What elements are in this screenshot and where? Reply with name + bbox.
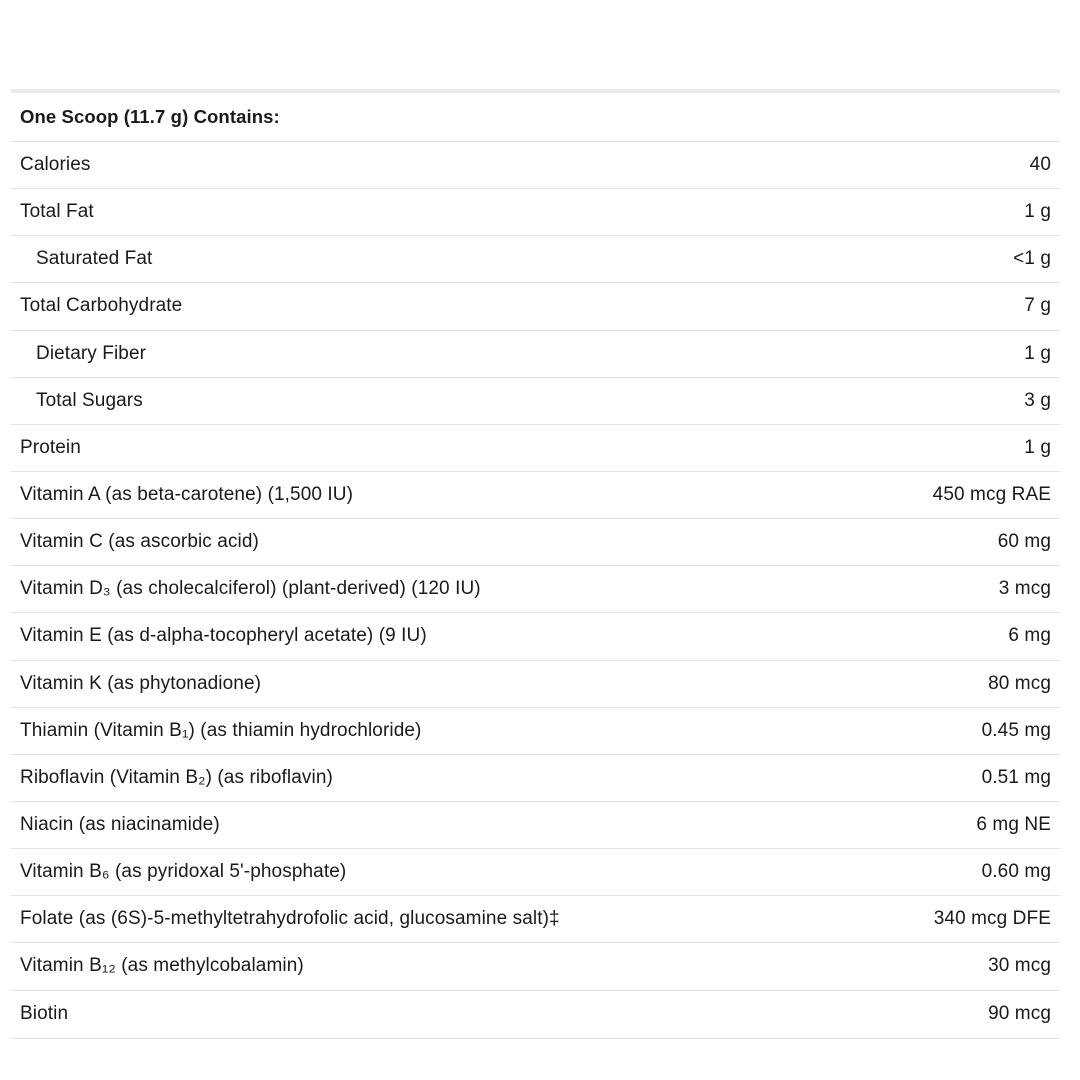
nutrient-label: Vitamin B₁₂ (as methylcobalamin) bbox=[20, 955, 304, 977]
nutrient-label: Dietary Fiber bbox=[36, 342, 147, 364]
nutrient-amount: 6 mg bbox=[1008, 625, 1051, 647]
nutrient-label: Total Fat bbox=[20, 201, 94, 223]
nutrient-label: Vitamin D₃ (as cholecalciferol) (plant-derived) (120 IU) bbox=[20, 578, 481, 600]
nutrient-row-vitamin-k bbox=[11, 661, 1060, 708]
nutrient-amount: 30 mcg bbox=[988, 955, 1051, 977]
nutrient-amount: 40 bbox=[1029, 154, 1051, 176]
serving-header: One Scoop (11.7 g) Contains: bbox=[20, 106, 280, 127]
nutrient-row-niacin bbox=[11, 802, 1060, 849]
nutrient-row-dietary-fiber bbox=[11, 331, 1060, 378]
nutrient-label: Calories bbox=[20, 154, 91, 176]
nutrient-amount: 3 g bbox=[1024, 389, 1051, 411]
nutrient-amount: 60 mg bbox=[997, 531, 1051, 553]
nutrient-label: Total Sugars bbox=[36, 389, 143, 411]
nutrient-label: Niacin (as niacinamide) bbox=[20, 814, 220, 836]
nutrient-label: Total Carbohydrate bbox=[20, 295, 183, 317]
nutrient-amount: 7 g bbox=[1024, 295, 1051, 317]
nutrient-row-vitamin-c bbox=[11, 519, 1060, 566]
nutrient-amount: 6 mg NE bbox=[976, 814, 1051, 836]
nutrient-label: Saturated Fat bbox=[36, 248, 153, 270]
nutrient-row-folate bbox=[11, 896, 1060, 943]
nutrient-amount: 90 mcg bbox=[988, 1003, 1051, 1025]
nutrient-amount: 450 mcg RAE bbox=[932, 484, 1051, 506]
nutrient-amount: 1 g bbox=[1024, 342, 1051, 364]
nutrient-row-riboflavin bbox=[11, 755, 1060, 802]
nutrient-amount: 3 mcg bbox=[998, 578, 1051, 600]
nutrient-row-thiamin bbox=[11, 708, 1060, 755]
nutrient-amount: 0.51 mg bbox=[981, 766, 1051, 788]
nutrient-amount: 1 g bbox=[1024, 436, 1051, 458]
nutrient-row-total-fat bbox=[11, 189, 1060, 236]
nutrient-label: Vitamin K (as phytonadione) bbox=[20, 672, 262, 694]
nutrition-panel bbox=[11, 89, 1060, 1039]
nutrient-row-protein bbox=[11, 425, 1060, 472]
nutrient-label: Vitamin E (as d-alpha-tocopheryl acetate) (9 IU) bbox=[20, 625, 427, 647]
nutrient-label: Riboflavin (Vitamin B₂) (as riboflavin) bbox=[20, 766, 333, 788]
nutrient-row-saturated-fat bbox=[11, 236, 1060, 283]
nutrient-row-calories bbox=[11, 142, 1060, 189]
nutrient-amount: 80 mcg bbox=[988, 672, 1051, 694]
nutrient-row-biotin bbox=[11, 991, 1060, 1038]
nutrient-row-vitamin-b6 bbox=[11, 849, 1060, 896]
nutrient-label: Vitamin C (as ascorbic acid) bbox=[20, 531, 259, 553]
serving-header-row bbox=[11, 93, 1060, 142]
nutrient-row-vitamin-b12 bbox=[11, 943, 1060, 990]
nutrient-label: Biotin bbox=[20, 1003, 69, 1025]
nutrient-row-vitamin-a bbox=[11, 472, 1060, 519]
nutrient-row-total-carbohydrate bbox=[11, 283, 1060, 330]
nutrient-row-total-sugars bbox=[11, 378, 1060, 425]
nutrient-amount: 1 g bbox=[1024, 201, 1051, 223]
nutrient-label: Vitamin A (as beta-carotene) (1,500 IU) bbox=[20, 484, 354, 506]
nutrient-amount: 0.45 mg bbox=[981, 719, 1051, 741]
nutrient-label: Protein bbox=[20, 436, 81, 458]
nutrient-row-vitamin-d3 bbox=[11, 566, 1060, 613]
nutrient-label: Thiamin (Vitamin B₁) (as thiamin hydrochloride) bbox=[20, 719, 422, 741]
nutrient-label: Vitamin B₆ (as pyridoxal 5'-phosphate) bbox=[20, 861, 347, 883]
nutrient-row-vitamin-e bbox=[11, 613, 1060, 660]
nutrient-amount: <1 g bbox=[1013, 248, 1051, 270]
nutrient-amount: 0.60 mg bbox=[981, 861, 1051, 883]
nutrient-label: Folate (as (6S)-5-methyltetrahydrofolic acid, glucosamine salt)‡ bbox=[20, 908, 560, 930]
nutrient-amount: 340 mcg DFE bbox=[933, 908, 1051, 930]
